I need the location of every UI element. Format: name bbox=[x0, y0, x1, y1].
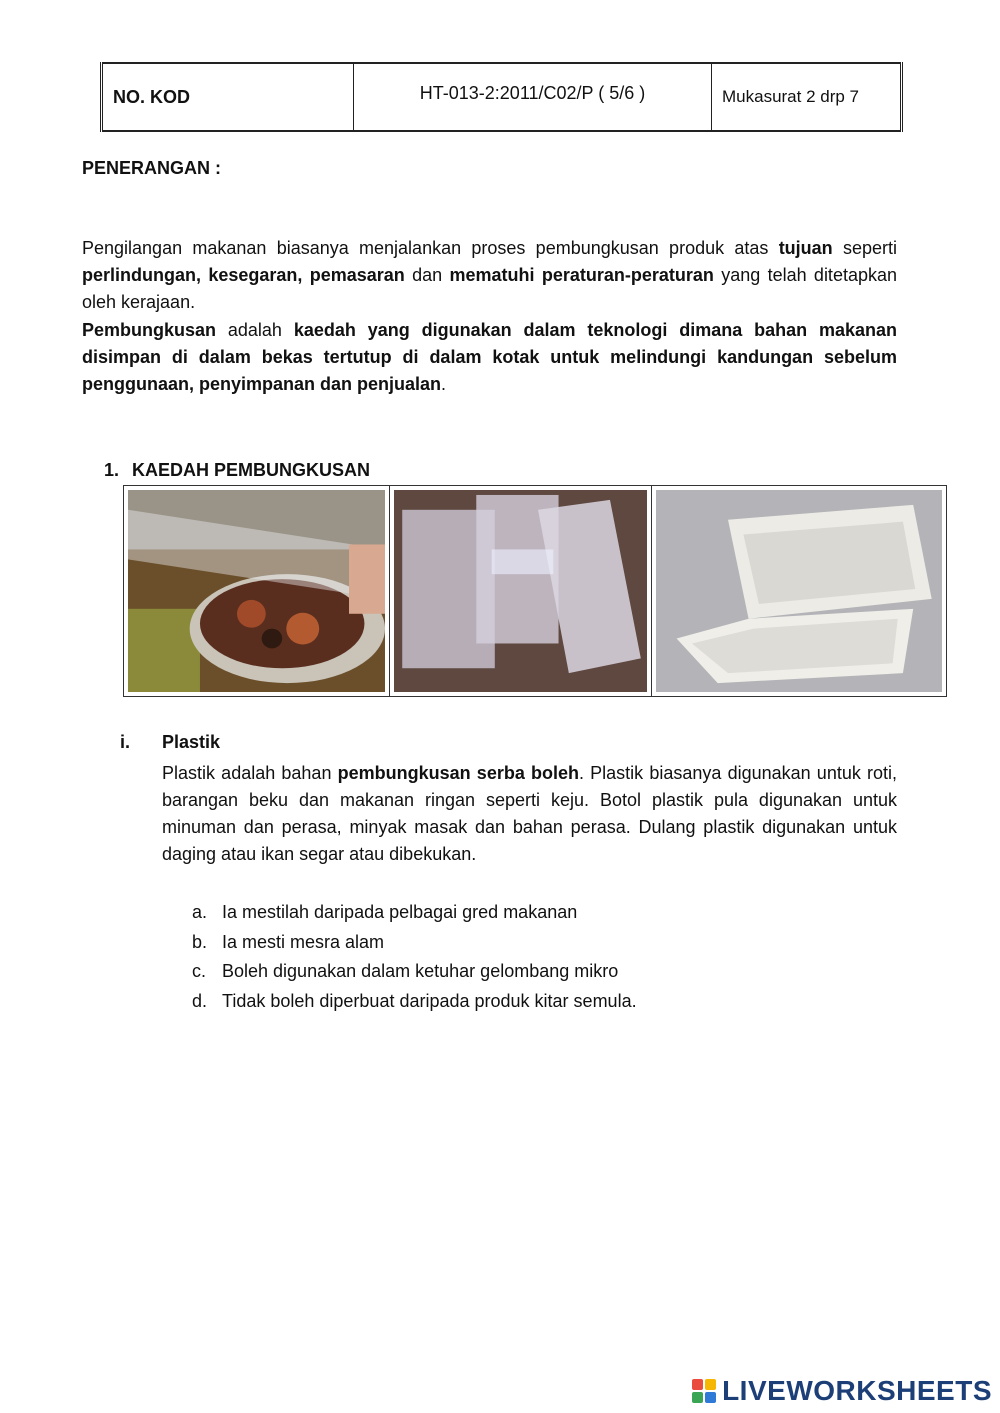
subsection-number: i. bbox=[120, 732, 131, 752]
text-run: Pengilangan makanan biasanya menjalankan proses pembungkusan produk atas bbox=[82, 238, 779, 258]
section-title bbox=[104, 460, 370, 481]
plastic-paragraph bbox=[162, 760, 897, 868]
section-number: 1. bbox=[104, 460, 120, 480]
list-item bbox=[192, 957, 637, 987]
section-title-text: KAEDAH PEMBUNGKUSAN bbox=[132, 460, 371, 480]
list-letter: b. bbox=[192, 931, 208, 952]
list-letter: a. bbox=[192, 902, 208, 922]
code-label: NO. KOD bbox=[102, 63, 354, 131]
liveworksheets-logo[interactable] bbox=[692, 1375, 992, 1407]
list-letter: c. bbox=[192, 961, 207, 981]
brand-name: LIVEWORKSHEETS bbox=[722, 1375, 992, 1406]
document-header-table bbox=[100, 62, 903, 132]
list-letter: d. bbox=[192, 990, 208, 1011]
text-run: Plastik adalah bahan bbox=[162, 763, 338, 783]
bold-text-run: Pembungkusan bbox=[82, 320, 217, 340]
packaging-image-strip bbox=[123, 485, 947, 697]
subsection-title bbox=[120, 732, 220, 753]
food-container-photo bbox=[652, 486, 946, 696]
bold-text-run: mematuhi peraturan-peraturan bbox=[449, 265, 714, 285]
text-run: . bbox=[441, 374, 447, 394]
list-item bbox=[192, 987, 637, 1017]
subsection-title-text: Plastik bbox=[162, 732, 221, 752]
logo-icon bbox=[692, 1379, 716, 1403]
text-run: adalah bbox=[216, 320, 294, 340]
bold-text-run: kaedah yang digunakan dalam teknologi dimana bahan makanan disimpan di dalam bekas tertutup di dalam kotak untuk melindungi kandungan sebelum penggunaan, penyimpanan dan penjualan bbox=[82, 320, 897, 394]
plastic-wrap-photo bbox=[124, 486, 390, 696]
intro-paragraph-1 bbox=[82, 235, 897, 316]
plastic-criteria-list bbox=[192, 898, 637, 1016]
bold-text-run: tujuan bbox=[778, 238, 833, 258]
text-run: yang telah ditetapkan oleh kerajaan. bbox=[82, 265, 897, 312]
bold-text-run: perlindungan, kesegaran, pemasaran bbox=[82, 265, 405, 285]
list-text: Boleh digunakan dalam ketuhar gelombang mikro bbox=[222, 961, 619, 981]
section-heading: PENERANGAN : bbox=[82, 158, 222, 178]
list-text: Ia mestilah daripada pelbagai gred makanan bbox=[222, 902, 578, 922]
text-run: . Plastik biasanya digunakan untuk roti, barangan beku dan makanan ringan seperti keju. Botol plastik pula digunakan untuk minuman dan perasa, minyak masak dan bahan perasa. Dulang plastik digunakan untuk daging atau ikan segar atau dibekukan. bbox=[162, 763, 898, 864]
code-value: HT-013-2:2011/C02/P ( 5/6 ) bbox=[354, 63, 712, 131]
page-info: Mukasurat 2 drp 7 bbox=[712, 63, 902, 131]
intro-paragraph-2 bbox=[82, 317, 897, 398]
list-text: Ia mesti mesra alam bbox=[222, 931, 385, 952]
list-item bbox=[192, 898, 637, 928]
bold-text-run: pembungkusan serba boleh bbox=[337, 763, 579, 783]
list-text: Tidak boleh diperbuat daripada produk kitar semula. bbox=[222, 990, 637, 1011]
plastic-bags-photo bbox=[390, 486, 652, 696]
text-run: dan bbox=[404, 265, 450, 285]
list-item bbox=[192, 928, 637, 958]
text-run: seperti bbox=[832, 238, 897, 258]
